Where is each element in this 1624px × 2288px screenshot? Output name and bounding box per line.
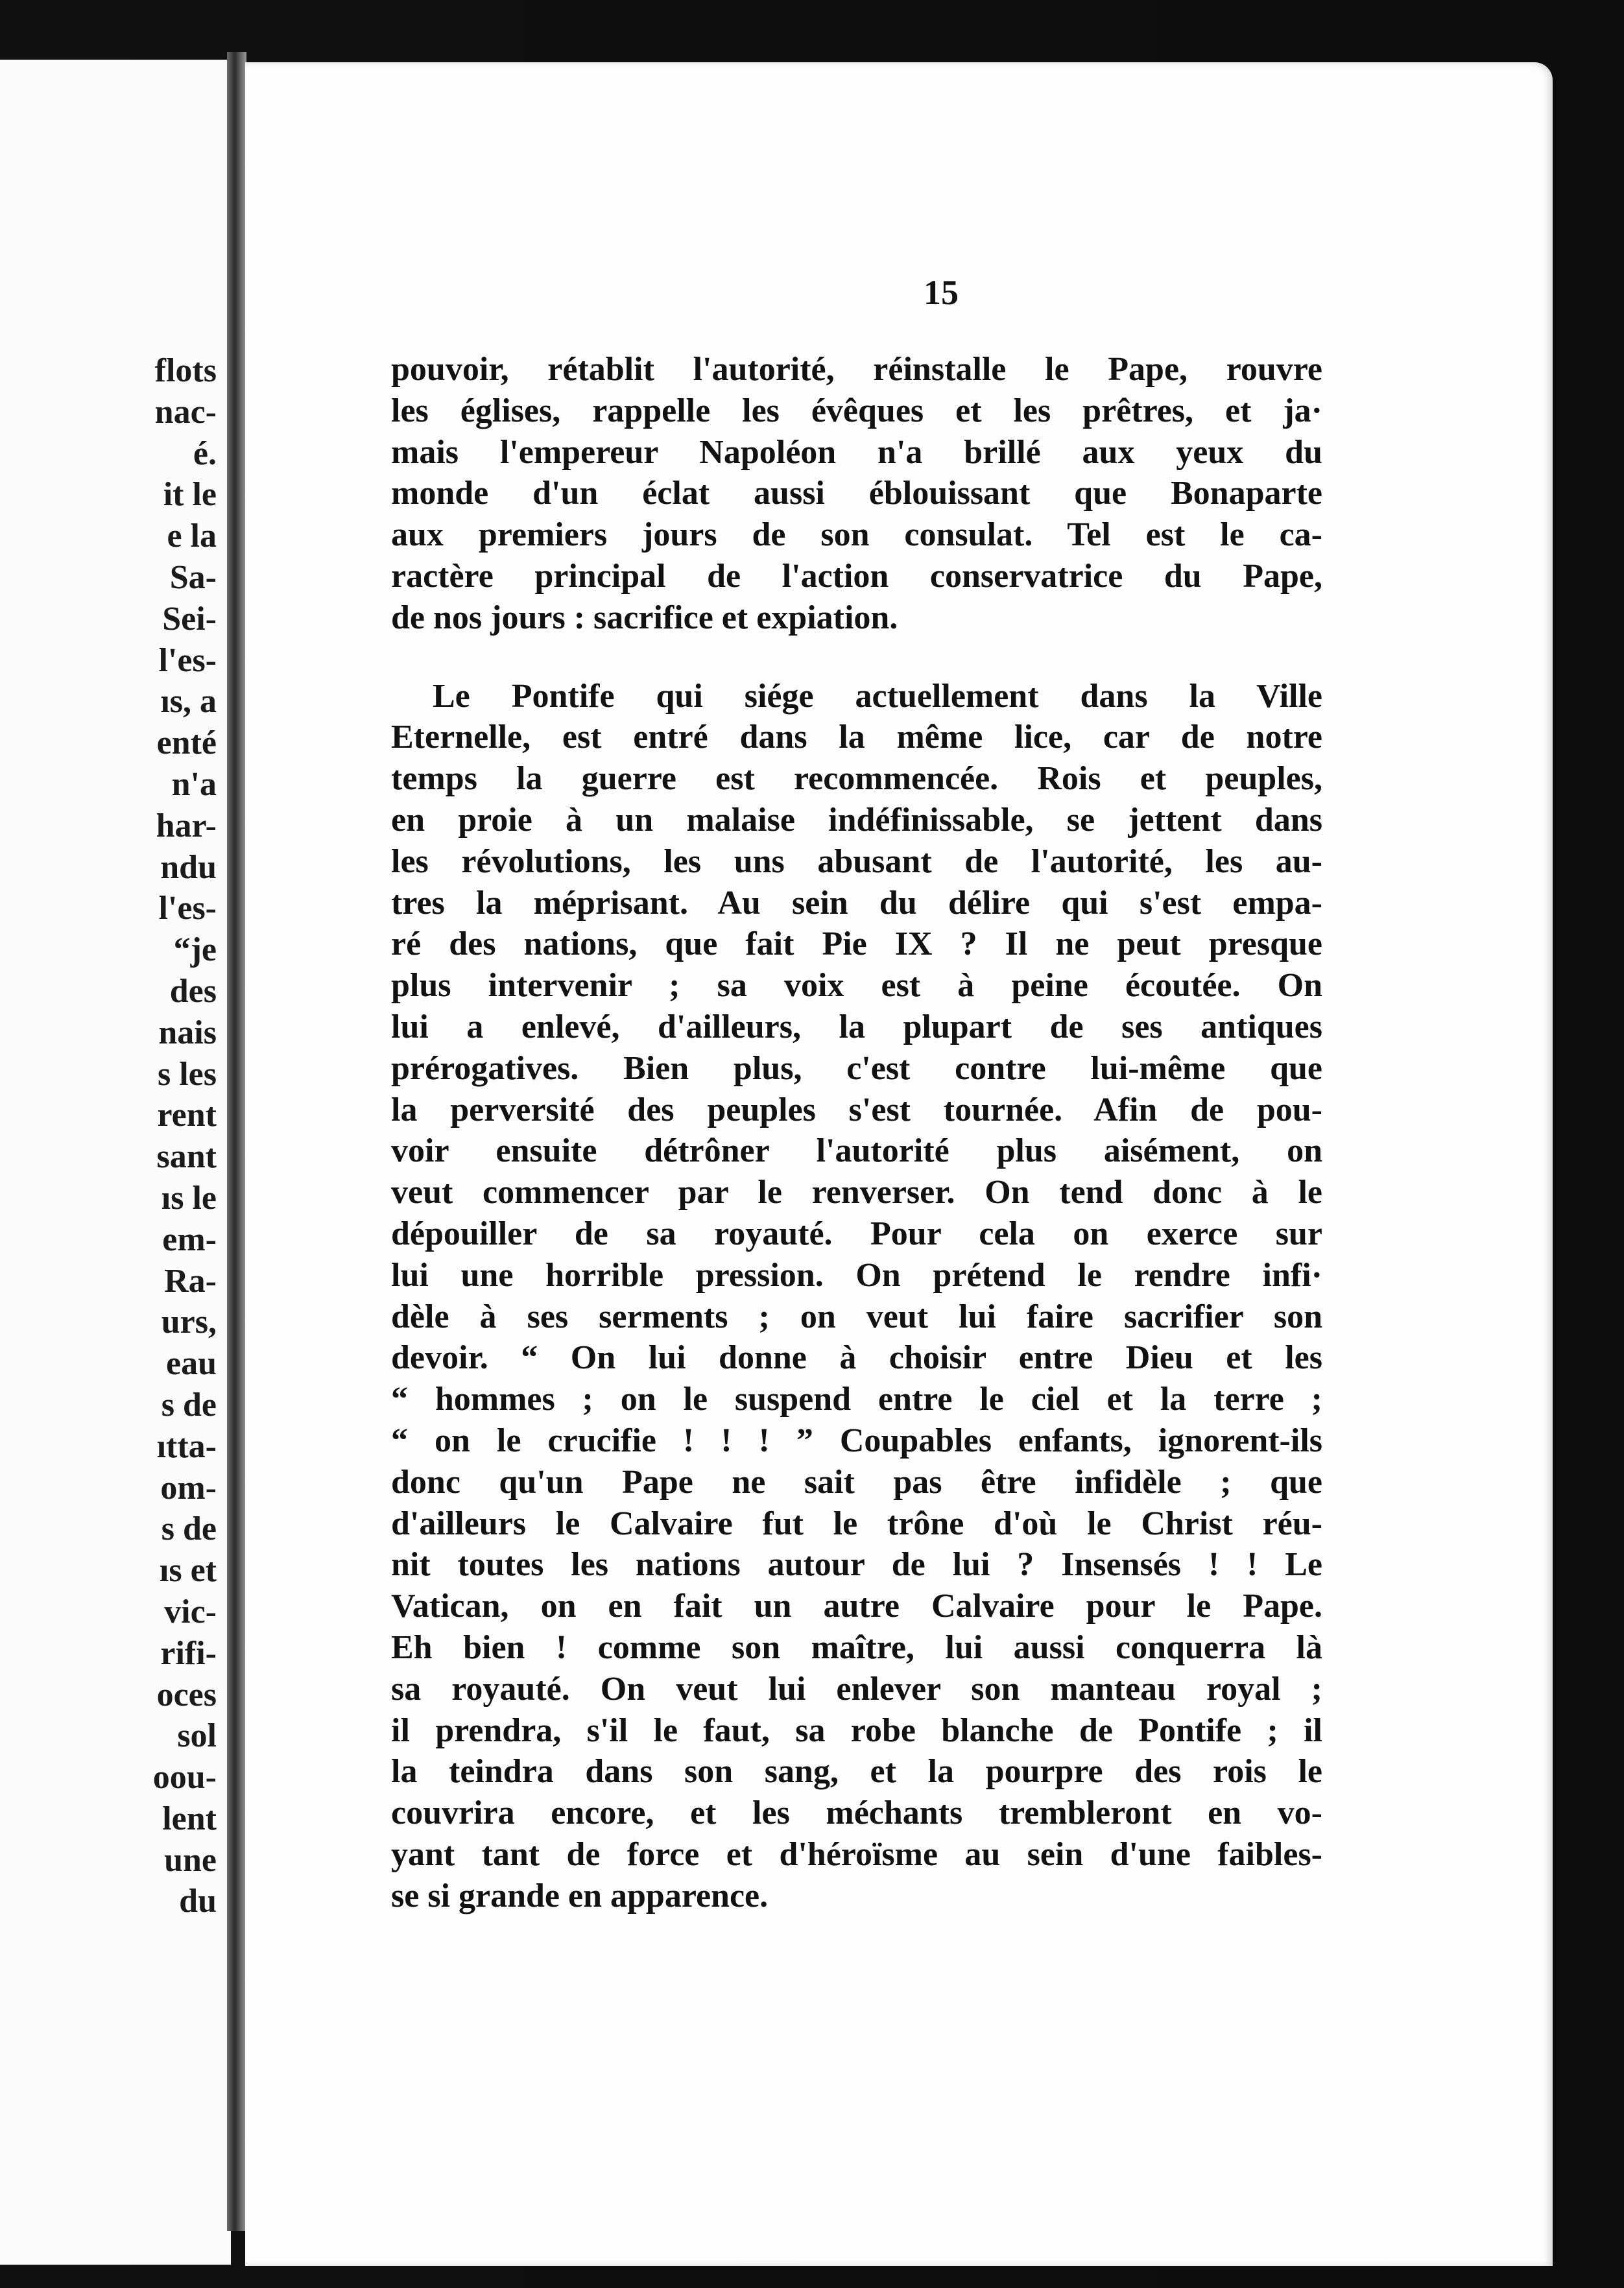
previous-page-line: nac- — [154, 393, 217, 431]
previous-page-line: oou- — [152, 1759, 217, 1796]
text-line: devoir. “ On lui donne à choisir entre Dieu et les — [391, 1339, 1322, 1377]
text-line: veut commencer par le renverser. On tend donc à le — [391, 1174, 1322, 1211]
text-line: les révolutions, les uns abusant de l'autorité, les au- — [391, 842, 1322, 880]
previous-page-line: du — [179, 1883, 217, 1920]
previous-page-line: sant — [156, 1138, 217, 1176]
text-line: la perversité des peuples s'est tournée. Afin de pou- — [391, 1091, 1322, 1128]
previous-page-line: ıs, a — [160, 683, 217, 721]
text-line: dèle à ses serments ; on veut lui faire sacrifier son — [391, 1298, 1322, 1335]
page-number: 15 — [924, 273, 959, 312]
previous-page-line: it le — [163, 476, 217, 514]
body-text — [391, 349, 1322, 1916]
previous-page-line: s de — [161, 1510, 217, 1548]
text-line: de nos jours : sacrifice et expiation. — [391, 599, 898, 636]
text-line: pouvoir, rétablit l'autorité, réinstalle le Pape, rouvre — [391, 351, 1322, 388]
current-page — [245, 62, 1553, 2266]
text-line: lui une horrible pression. On prétend le rendre infi· — [391, 1256, 1322, 1294]
text-line: Vatican, on en fait un autre Calvaire pour le Pape. — [391, 1588, 1322, 1625]
text-line: ractère principal de l'action conservatrice du Pape, — [391, 557, 1322, 595]
text-line: monde d'un éclat aussi éblouissant que Bonaparte — [391, 475, 1322, 512]
previous-page-line: urs, — [161, 1304, 217, 1341]
text-line: aux premiers jours de son consulat. Tel est le ca- — [391, 516, 1322, 554]
previous-page-line: rent — [157, 1097, 217, 1134]
previous-page-line: lent — [162, 1800, 217, 1837]
paragraph-spacer — [391, 639, 1322, 676]
paragraph-2 — [391, 676, 1322, 1917]
previous-page-line: enté — [156, 724, 217, 762]
previous-page-line: “je — [173, 931, 217, 969]
previous-page-line: sol — [177, 1717, 217, 1755]
previous-page-line: des — [169, 972, 217, 1010]
previous-page-line: ıs le — [161, 1179, 217, 1217]
previous-page-line: flots — [154, 352, 217, 389]
text-line: plus intervenir ; sa voix est à peine écoutée. On — [391, 967, 1322, 1005]
text-line: tres la méprisant. Au sein du délire qui s'est empa- — [391, 884, 1322, 922]
previous-page-line: ıtta- — [156, 1427, 217, 1465]
previous-page-fragment — [0, 60, 231, 2265]
previous-page-line: rifi- — [160, 1634, 217, 1672]
previous-page-line: é. — [193, 435, 217, 472]
previous-page-line: l'es- — [158, 641, 217, 679]
book-gutter — [227, 52, 246, 2231]
text-line: Eh bien ! comme son maître, lui aussi conquerra là — [391, 1628, 1322, 1666]
text-line: lui a enlevé, d'ailleurs, la plupart de ses antiques — [391, 1008, 1322, 1045]
text-line: voir ensuite détrôner l'autorité plus aisément, on — [391, 1132, 1322, 1170]
text-line: mais l'empereur Napoléon n'a brillé aux yeux du — [391, 433, 1322, 471]
text-line: yant tant de force et d'héroïsme au sein d'une faibles- — [391, 1835, 1322, 1873]
previous-page-line: ndu — [160, 848, 217, 886]
previous-page-line: une — [164, 1841, 217, 1879]
text-line: en proie à un malaise indéfinissable, se jettent dans — [391, 801, 1322, 839]
text-line: Le Pontife qui siége actuellement dans la Ville — [433, 677, 1322, 715]
previous-page-line: l'es- — [158, 890, 217, 927]
text-line: sa royauté. On veut lui enlever son manteau royal ; — [391, 1670, 1322, 1708]
previous-page-line: Sei- — [162, 600, 217, 638]
previous-page-line: har- — [156, 807, 217, 844]
previous-page-line: ıs et — [159, 1552, 217, 1590]
text-line: la teindra dans son sang, et la pourpre des rois le — [391, 1753, 1322, 1791]
text-line: Eternelle, est entré dans la même lice, car de notre — [391, 719, 1322, 756]
text-line: temps la guerre est recommencée. Rois et peuples, — [391, 760, 1322, 798]
previous-page-line: oces — [156, 1676, 217, 1713]
paragraph-1 — [391, 349, 1322, 639]
text-line: nit toutes les nations autour de lui ? Insensés ! ! Le — [391, 1546, 1322, 1584]
text-line: “ hommes ; on le suspend entre le ciel et la terre ; — [391, 1381, 1322, 1418]
previous-page-line: vic- — [164, 1593, 217, 1630]
previous-page-line: n'a — [171, 765, 217, 803]
text-line: d'ailleurs le Calvaire fut le trône d'où le Christ réu- — [391, 1505, 1322, 1542]
previous-page-line: nais — [158, 1014, 217, 1051]
previous-page-line: s les — [158, 1055, 217, 1093]
text-line: prérogatives. Bien plus, c'est contre lui-même que — [391, 1049, 1322, 1087]
text-line: donc qu'un Pape ne sait pas être infidèle ; que — [391, 1463, 1322, 1501]
text-line: il prendra, s'il le faut, sa robe blanche de Pontife ; il — [391, 1711, 1322, 1749]
previous-page-line: eau — [166, 1345, 217, 1383]
text-line: se si grande en apparence. — [391, 1877, 769, 1914]
text-line: couvrira encore, et les méchants trembleront en vo- — [391, 1794, 1322, 1832]
text-line: ré des nations, que fait Pie IX ? Il ne peut presque — [391, 925, 1322, 963]
text-line: “ on le crucifie ! ! ! ” Coupables enfants, ignorent-ils — [391, 1422, 1322, 1459]
previous-page-line: e la — [167, 518, 217, 555]
previous-page-line: em- — [162, 1221, 217, 1258]
previous-page-line: Sa- — [169, 558, 217, 596]
text-line: dépouiller de sa royauté. Pour cela on exerce sur — [391, 1215, 1322, 1252]
text-line: les églises, rappelle les évêques et les prêtres, et ja· — [391, 392, 1322, 429]
previous-page-line: s de — [161, 1386, 217, 1424]
previous-page-line: Ra- — [164, 1262, 217, 1300]
previous-page-line: om- — [160, 1469, 217, 1507]
previous-page-text — [153, 350, 217, 1922]
